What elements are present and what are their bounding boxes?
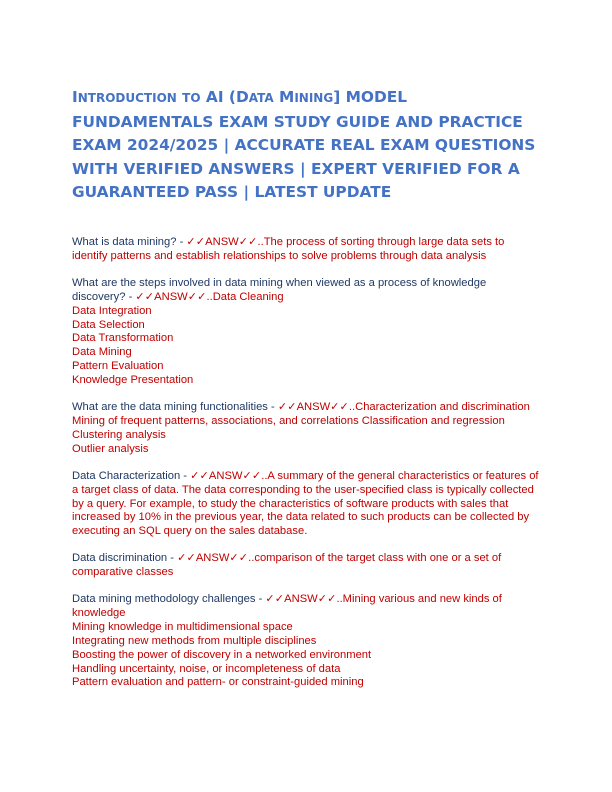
answer-line: Pattern evaluation and pattern- or constraint-guided mining bbox=[72, 676, 364, 689]
qa-item-2 bbox=[72, 277, 542, 388]
answer-text: ✓✓ANSW✓✓..Characterization and discrimination bbox=[277, 401, 530, 414]
answer-line: Data Transformation bbox=[72, 332, 174, 345]
question-text: Data mining methodology challenges - bbox=[72, 593, 266, 606]
answer-text: ✓✓ANSW✓✓..The process of sorting through large data sets to identify patterns and establish relationships to solve problems through data analysis bbox=[72, 236, 505, 262]
title-word-1: INTRODUCTION bbox=[72, 88, 177, 106]
question-text: What are the data mining functionalities - bbox=[72, 401, 278, 414]
question-text: What are the steps involved in data mining when viewed as a process of knowledge discovery? - bbox=[72, 276, 487, 303]
title-rest: ] MODEL FUNDAMENTALS EXAM STUDY GUIDE AND PRACTICE EXAM 2024/2025 | ACCURATE REAL EXAM QUESTIONS WITH VERIFIED ANSWERS | EXPERT VERIFIED FOR A GUARANTEED PASS | LATEST UPDATE bbox=[72, 88, 536, 202]
qa-list bbox=[72, 236, 542, 703]
qa-item-5 bbox=[72, 552, 542, 580]
answer-line: Outlier analysis bbox=[72, 442, 149, 455]
answer-line: Data Selection bbox=[72, 318, 145, 331]
answer-line: Integrating new methods from multiple disciplines bbox=[72, 634, 317, 647]
title-word-4: MINING bbox=[279, 88, 334, 106]
qa-item-1 bbox=[72, 236, 542, 264]
answer-text: ✓✓ANSW✓✓..A summary of the general characteristics or features of a target class of data. The data corresponding to the user-specified class is typically collected by a query. For example, to study the characteristics of software products with sales that increased by 10% in the previous year, the data related to such products can be collected by executing an SQL query on the sales database. bbox=[72, 469, 539, 538]
qa-item-3 bbox=[72, 401, 542, 457]
qa-item-4 bbox=[72, 470, 542, 540]
answer-line: Mining of frequent patterns, associations, and correlations Classification and regression bbox=[72, 414, 505, 427]
answer-text: ✓✓ANSW✓✓..Data Cleaning bbox=[135, 290, 284, 303]
qa-item-6 bbox=[72, 593, 542, 690]
answer-line: Knowledge Presentation bbox=[72, 374, 194, 387]
answer-line: Boosting the power of discovery in a networked environment bbox=[72, 648, 372, 661]
title-word-2: TO bbox=[182, 91, 201, 105]
title-word-3: AI (DATA bbox=[205, 88, 274, 106]
document-title bbox=[72, 86, 547, 205]
answer-line: Data Integration bbox=[72, 304, 152, 317]
answer-line: Clustering analysis bbox=[72, 428, 166, 441]
question-text: Data discrimination - bbox=[72, 552, 178, 565]
answer-line: Handling uncertainty, noise, or incompleteness of data bbox=[72, 662, 341, 675]
answer-line: Data Mining bbox=[72, 346, 132, 359]
question-text: What is data mining? - bbox=[72, 236, 187, 248]
answer-line: Pattern Evaluation bbox=[72, 360, 164, 373]
answer-text: ✓✓ANSW✓✓..Mining various and new kinds of knowledge bbox=[72, 593, 502, 619]
answer-line: Mining knowledge in multidimensional space bbox=[72, 620, 293, 633]
question-text: Data Characterization - bbox=[72, 469, 191, 482]
answer-text: ✓✓ANSW✓✓..comparison of the target class with one or a set of comparative classes bbox=[72, 552, 502, 579]
